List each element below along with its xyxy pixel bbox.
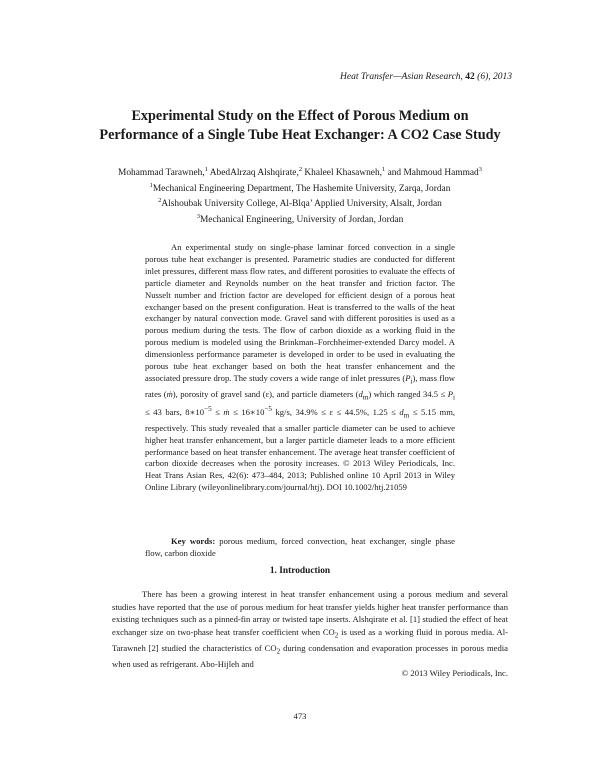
section-heading: 1. Introduction	[269, 566, 331, 576]
journal-issue-year: (6), 2013	[477, 72, 512, 82]
introduction-text	[112, 588, 508, 671]
journal-name: Heat Transfer—Asian Research,	[340, 72, 463, 82]
symbol-mdot: ṁ	[166, 388, 173, 399]
journal-volume: 42	[465, 72, 475, 82]
affiliation-marker: 2	[298, 166, 303, 173]
abstract-text: ≤ 16∗10	[229, 407, 265, 418]
running-head	[340, 72, 512, 82]
abstract-text: kg/s, 34.9% ≤ ε ≤ 44.5%, 1.25 ≤	[272, 407, 400, 418]
abstract	[145, 242, 455, 494]
author-name: Khaleel Khasawneh,	[302, 168, 382, 179]
subscript-i: i	[453, 393, 455, 402]
author-block	[100, 164, 500, 227]
subscript-m: m	[403, 411, 410, 420]
keywords-text: porous medium, forced convection, heat exchanger, single phase flow, carbon dioxide	[145, 536, 455, 558]
exponent: −5	[264, 405, 272, 414]
subscript-i: i	[410, 377, 413, 386]
keywords-paragraph	[145, 536, 455, 560]
author-name: AbedAlrzaq Alshqirate,	[207, 168, 299, 179]
affiliation-number: 3	[196, 213, 200, 221]
abstract-text: An experimental study on single-phase laminar forced convection in a single porous tube heat exchanger is presented. Parametric studies are conducted for different inlet pressures, different mass flow rates, and different porosities to evaluate the effects of particle diameter and Reynolds number on the heat transfer and friction factor. The Nusselt number and friction factor are developed for efficient design of a porous heat exchanger based on the present configuration. Heat is transferred to the walls of the heat exchanger by natural convection mode. Gravel sand with different porosities is used as a porous medium during the tests. The flow of carbon dioxide as a working fluid in the porous medium is modeled using the Brinkman–Forchheimer-extended Darcy model. A dimensionless performance parameter is developed in order to be used in evaluating the porous tube heat exchanger based on both the heat transfer enhancement and the associated pressure drop. The study covers a wide range of inlet pressures (	[145, 242, 455, 383]
body-text: during condensation and evaporation processes in porous media when used as refrigerant. Abo-Hijleh and	[112, 643, 508, 670]
symbol-p: P	[447, 388, 453, 399]
author-name: and Mahmoud Hammad	[385, 168, 479, 179]
body-text: is used as a working fluid in porous media. Al-Tarawneh [2] studied the characteristics of CO	[112, 626, 508, 654]
author-list	[100, 164, 500, 180]
body-paragraph	[112, 588, 508, 671]
abstract-text: ≤ 5.15 mm, respectively. This study revealed that a smaller particle diameter can be used to achieve higher heat transfer enhancement, but a larger particle diameter leads to a more efficient performance based on heat transfer enhancement. The average heat transfer coefficient of carbon dioxide decreases when the porosity increases. © 2013 Wiley Periodicals, Inc. Heat Trans Asian Res, 42(6): 473–484, 2013; Published online 10 April 2013 in Wiley Online Library (wileyonlinelibrary.com/journal/htj). DOI 10.1002/htj.21059	[145, 407, 456, 493]
abstract-text: ), mass flow rates (	[145, 372, 456, 399]
keywords-label: Key words:	[171, 536, 216, 546]
abstract-paragraph	[145, 242, 455, 494]
subscript-2: 2	[334, 631, 339, 640]
page-number: 473	[293, 711, 307, 721]
keywords-block	[145, 536, 455, 560]
symbol-d: d	[399, 407, 404, 418]
subscript-m: m	[362, 393, 369, 402]
affiliation-number: 2	[158, 197, 162, 205]
affiliation	[100, 195, 500, 211]
symbol-d: d	[358, 388, 363, 399]
affiliation-text: Mechanical Engineering Department, The Hashemite University, Zarqa, Jordan	[152, 183, 451, 194]
abstract-text: ≤	[211, 407, 224, 418]
paper-title	[80, 107, 520, 145]
affiliation-text: Mechanical Engineering, University of Jordan, Jordan	[199, 215, 404, 226]
abstract-text: ), porosity of gravel sand (ε), and particle diameters (	[172, 388, 359, 399]
title-line-1: Experimental Study on the Effect of Porous Medium on	[131, 108, 469, 124]
symbol-mdot: ṁ	[223, 407, 230, 418]
affiliation-marker: 1	[381, 166, 386, 173]
affiliation-marker: 3	[478, 166, 482, 173]
author-name: Mohammad Tarawneh,	[118, 168, 205, 179]
affiliation-text: Alshoubak University College, Al-Blqa’ Applied University, Alsalt, Jordan	[161, 199, 442, 210]
symbol-p: P	[405, 372, 411, 383]
affiliation	[100, 211, 500, 227]
subscript-2: 2	[276, 647, 281, 656]
abstract-text: ≤ 43 bars, 8∗10	[145, 407, 205, 418]
affiliation	[100, 180, 500, 196]
title-line-2: Performance of a Single Tube Heat Exchanger: A CO2 Case Study	[99, 127, 501, 143]
copyright-notice: © 2013 Wiley Periodicals, Inc.	[401, 668, 508, 678]
body-text: There has been a growing interest in heat transfer enhancement using a porous medium and several studies have reported that the use of porous medium for heat transfer yields higher heat transfer performance than existing techniques such as a pinned-fin array or twisted tape inserts. Alshqirate et al. [1] studied the effect of heat exchanger size on two-phase heat transfer coefficient when CO	[112, 589, 508, 637]
affiliation-marker: 1	[204, 166, 208, 173]
affiliation-number: 1	[149, 181, 153, 189]
exponent: −5	[204, 405, 212, 414]
abstract-text: ) which ranged 34.5 ≤	[368, 388, 448, 399]
